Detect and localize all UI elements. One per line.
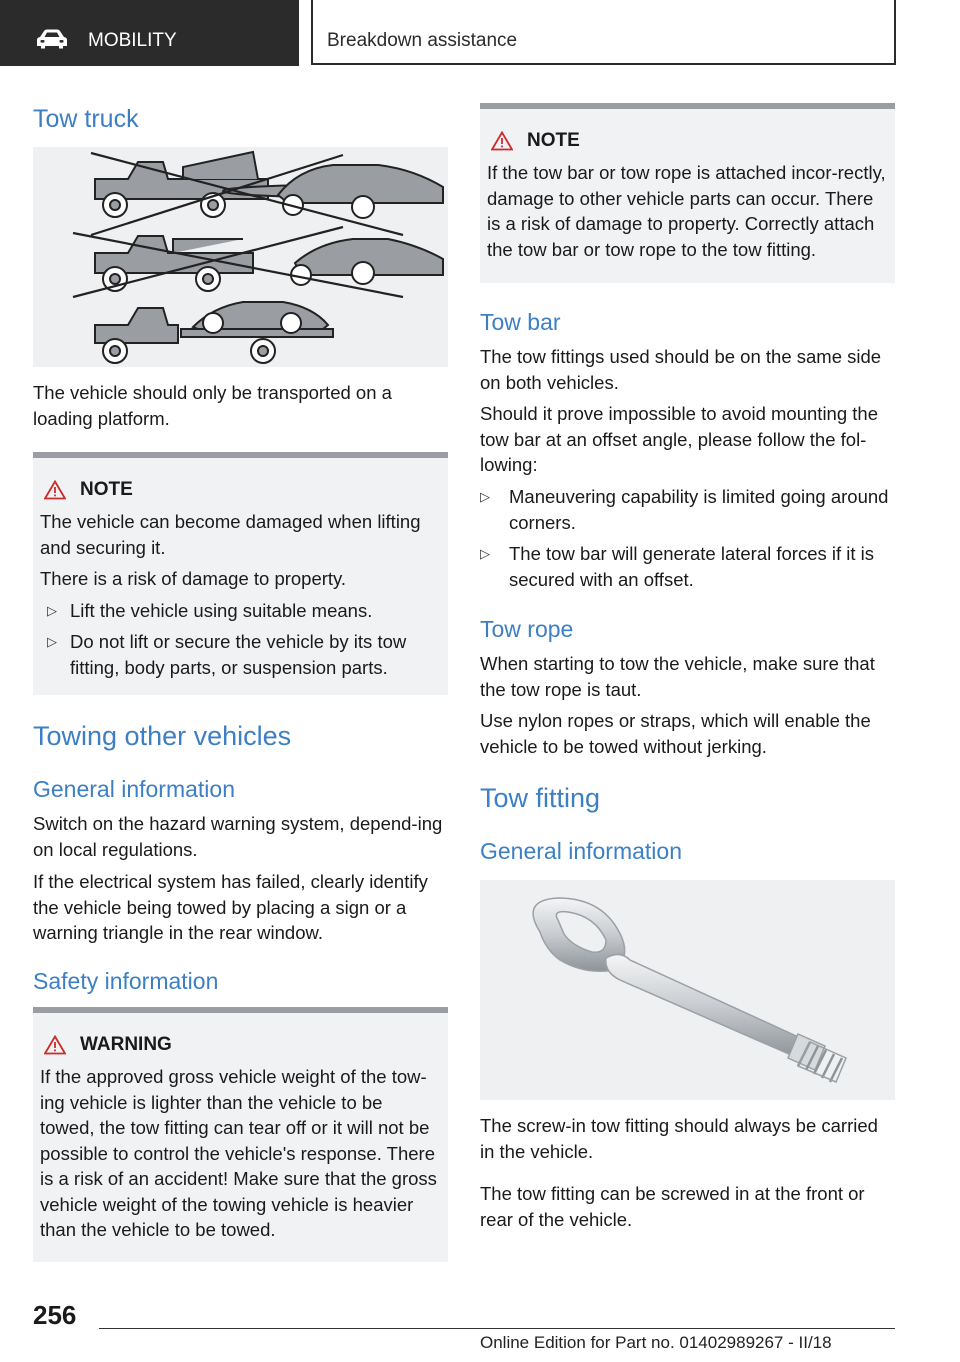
tow-bar-text-1: The tow fittings used should be on the same side on both vehicles. (480, 346, 882, 393)
heading-general-information-2: General information (480, 838, 682, 864)
chapter-title: Breakdown assistance (327, 30, 518, 51)
header-chapter (311, 0, 896, 65)
note-box-tow-bar (480, 103, 895, 283)
warning-triangle-icon (44, 1035, 66, 1055)
heading-tow-rope: Tow rope (480, 616, 574, 642)
tow-bar-text-2: Should it prove impossible to avoid mounting the tow bar at an offset angle, please follow the fol‐lowing: (480, 403, 878, 475)
tow-rope-text-1: When starting to tow the vehicle, make sure that the tow rope is taut. (480, 653, 875, 700)
footer-divider (99, 1328, 895, 1329)
note-label: NOTE (527, 130, 580, 151)
tow-truck-illustration (33, 147, 448, 367)
note-text: If the tow bar or tow rope is attached incor‐rectly, damage to other vehicle parts can occur. There is a risk of damage to property. Correctly attach the tow bar or tow rope to the tow fitting. (487, 162, 886, 260)
tow-fitting-drawing (480, 880, 895, 1100)
list-item-text: The tow bar will generate lateral forces if it is secured with an offset. (509, 543, 875, 590)
list-item (40, 629, 441, 680)
note-box-lifting (33, 452, 448, 695)
general-info-text-1: Switch on the hazard warning system, depend‐ing on local regulations. (33, 813, 443, 860)
general-info-text-2: If the electrical system has failed, clearly identify the vehicle being towed by placing a sign or a warning triangle in the rear window. (33, 871, 428, 943)
list-item-text: Do not lift or secure the vehicle by its tow fitting, body parts, or suspension parts. (70, 631, 407, 678)
warning-label: WARNING (80, 1034, 172, 1055)
heading-tow-fitting: Tow fitting (480, 783, 601, 813)
heading-tow-truck: Tow truck (33, 105, 139, 133)
list-item (480, 484, 895, 535)
note-label: NOTE (80, 479, 133, 500)
triangle-bullet-icon: ▷ (47, 602, 57, 618)
heading-tow-bar: Tow bar (480, 309, 561, 335)
tow-fitting-text-1: The screw-in tow fitting should always be carried in the vehicle. (480, 1115, 878, 1162)
note-header (487, 129, 888, 153)
list-item-text: Maneuvering capability is limited going around corners. (509, 486, 889, 533)
heading-towing-other-vehicles: Towing other vehicles (33, 721, 292, 751)
list-item-text: Lift the vehicle using suitable means. (70, 599, 373, 621)
triangle-bullet-icon: ▷ (480, 489, 490, 504)
header-section-tab (0, 0, 299, 66)
tow-bar-list (480, 478, 895, 592)
triangle-bullet-icon: ▷ (480, 546, 490, 561)
tow-rope-text-2: Use nylon ropes or straps, which will enable the vehicle to be towed without jerking. (480, 710, 871, 757)
heading-safety-information: Safety information (33, 968, 219, 994)
list-item (40, 598, 441, 624)
tow-fitting-text-2: The tow fitting can be screwed in at the front or rear of the vehicle. (480, 1183, 865, 1230)
warning-header (40, 1033, 441, 1057)
car-icon (36, 28, 68, 50)
warning-triangle-icon (491, 131, 513, 151)
tow-truck-drawing (33, 147, 448, 367)
note-risk-text: There is a risk of damage to property. (40, 568, 347, 589)
warning-text: If the approved gross vehicle weight of the tow‐ing vehicle is lighter than the vehicle to be towed, the tow fitting can tear off or it will not be possible to control the vehicle's response. There is a risk of an accident! Make sure that the gross vehicle weight of the towing vehicle is heavier than the vehicle to be towed. (40, 1066, 437, 1240)
tow-truck-caption: The vehicle should only be transported on a loading platform. (33, 382, 392, 429)
triangle-bullet-icon: ▷ (47, 634, 57, 649)
warning-triangle-icon (44, 480, 66, 500)
note-text: The vehicle can become damaged when lifting and securing it. (40, 511, 421, 558)
page-number: 256 (33, 1300, 77, 1330)
heading-general-information: General information (33, 776, 235, 802)
edition-text: Online Edition for Part no. 01402989267 - II/18 (480, 1333, 832, 1352)
note-header (40, 478, 441, 502)
tow-fitting-illustration (480, 880, 895, 1100)
warning-box-gross-weight (33, 1007, 448, 1262)
list-item (480, 541, 895, 592)
section-label: MOBILITY (88, 30, 177, 51)
